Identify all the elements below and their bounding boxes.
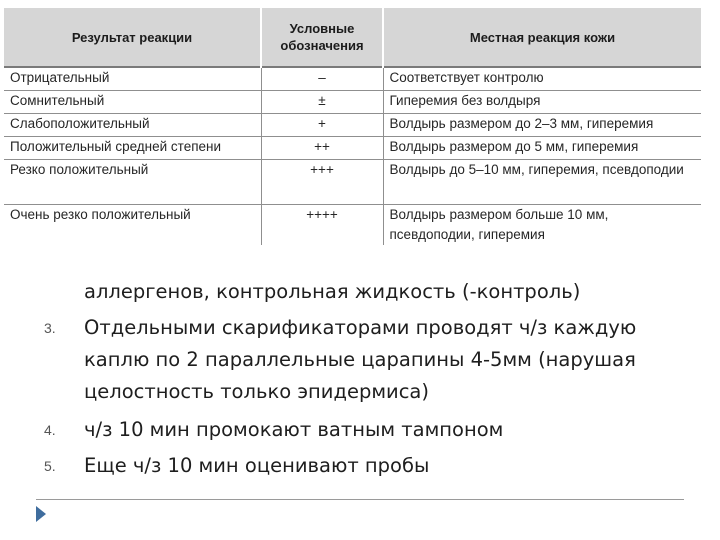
cell-skin-reaction: Волдырь размером до 2–3 мм, гиперемия bbox=[383, 114, 701, 137]
list-number: 4. bbox=[44, 422, 56, 438]
cell-symbol: ± bbox=[261, 91, 383, 114]
list-number: 5. bbox=[44, 458, 56, 474]
list-item-line: Отдельными скарификаторами проводят ч/з каждую bbox=[84, 316, 637, 339]
cell-result: Резко положительный bbox=[4, 160, 261, 205]
table-row bbox=[4, 160, 701, 205]
cell-symbol: + bbox=[261, 114, 383, 137]
list-number: 3. bbox=[44, 320, 56, 336]
table-row bbox=[4, 137, 701, 160]
table-row bbox=[4, 67, 701, 91]
cell-skin-reaction: Волдырь до 5–10 мм, гиперемия, псевдоподии bbox=[383, 160, 701, 205]
header-symbols: Условные обозначения bbox=[261, 8, 383, 67]
table-row bbox=[4, 114, 701, 137]
cell-symbol: ++ bbox=[261, 137, 383, 160]
cell-symbol: – bbox=[261, 67, 383, 91]
cell-symbol: +++ bbox=[261, 160, 383, 205]
cell-symbol: ++++ bbox=[261, 205, 383, 246]
table-row bbox=[4, 91, 701, 114]
list-item-line: ч/з 10 мин промокают ватным тампоном bbox=[84, 418, 504, 441]
cell-result: Очень резко положительный bbox=[4, 205, 261, 246]
list-item-line: целостность только эпидермиса) bbox=[84, 380, 429, 403]
cell-result: Отрицательный bbox=[4, 67, 261, 91]
cell-skin-reaction: Гиперемия без волдыря bbox=[383, 91, 701, 114]
header-skin-reaction: Местная реакция кожи bbox=[383, 8, 701, 67]
cell-skin-reaction: Волдырь размером до 5 мм, гиперемия bbox=[383, 137, 701, 160]
cell-skin-reaction: Соответствует контролю bbox=[383, 67, 701, 91]
cell-skin-reaction: Волдырь размером больше 10 мм, псевдоподии, гиперемия bbox=[383, 205, 701, 246]
table-header-row bbox=[4, 8, 701, 67]
reaction-table bbox=[4, 8, 701, 245]
cell-result: Слабоположительный bbox=[4, 114, 261, 137]
footer-divider bbox=[36, 499, 684, 500]
list-continuation-text: аллергенов, контрольная жидкость (-контроль) bbox=[84, 280, 581, 303]
cell-result: Положительный средней степени bbox=[4, 137, 261, 160]
slide-bullet-arrow-icon bbox=[36, 506, 46, 522]
table-row bbox=[4, 205, 701, 246]
list-item-line: Еще ч/з 10 мин оценивают пробы bbox=[84, 454, 430, 477]
list-item-line: каплю по 2 параллельные царапины 4-5мм (нарушая bbox=[84, 348, 636, 371]
reaction-table-image bbox=[4, 8, 701, 276]
header-result: Результат реакции bbox=[4, 8, 261, 67]
cell-result: Сомнительный bbox=[4, 91, 261, 114]
